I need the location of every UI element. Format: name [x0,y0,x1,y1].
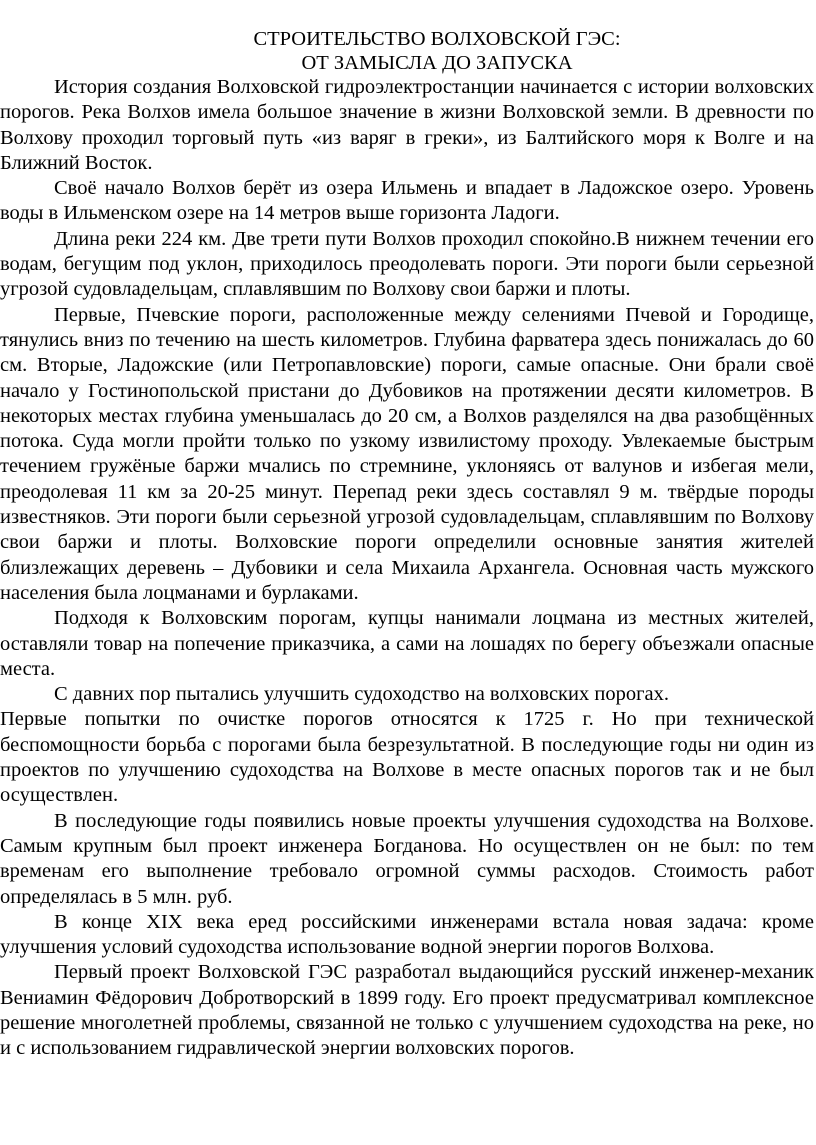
paragraph-merchants-pilots: Подходя к Волховским порогам, купцы нанимали лоцмана из местных жителей, оставляли товар на попечение приказчика, а сами на лошадях по берегу объезжали опасные места. [0,607,814,680]
paragraph-river-length: Длина реки 224 км. Две трети пути Волхов проходил спокойно.В нижнем течении его водам, бегущим под уклон, приходилось преодолевать пороги. Эти пороги были серьезной угрозой судовладельцам, сплавлявшим по Волхову свои баржи и плоты. [0,227,814,301]
paragraph-navigation-attempts: С давних пор пытались улучшить судоходство на волховских порогах. [54,683,669,706]
paragraph-rapids-description: Первые, Пчевские пороги, расположенные между селениями Пчевой и Городище, тянулись вниз по течению на шесть километров. Глубина фарватера здесь понижалась до 60 см. Вторые, Ладожские (или Петропавловские) пороги, самые опасные. Они брали своё начало у Гостинопольской пристани до Дубовиков на протяжении десяти километров. В некоторых местах глубина уменьшалась до 20 см, а Волхов разделялся на два разобщённых потока. Суда могли пройти только по узкому извилистому проходу. Увлекаемые быстрым течением гружёные баржи мчались по стремнине, уклоняясь от валунов и избегая мели, преодолевая 11 км за 20-25 минут. Перепад реки здесь составлял 9 м. твёрдые породы известняков. Эти пороги были серьезной угрозой судовладельцам, сплавлявшим по Волхову свои баржи и плоты. Волховские пороги определили основные занятия жителей близлежащих деревень – Дубовики и села Михаила Архангела. Основная часть мужского населения была лоцманами и бурлаками. [0,303,814,604]
paragraph-first-ges-project: Первый проект Волховской ГЭС разработал выдающийся русский инженер-механик Вениамин Фёдорович Добротворский в 1899 году. Его проект предусматривал комплексное решение многолетней проблемы, связанной не только с улучшением судоходства на реке, но и с использованием гидравлической энергии волховских порогов. [0,961,814,1060]
paragraph-first-attempts: Первые попытки по очистке порогов относятся к 1725 г. Но при технической беспомощности борьба с порогами была безрезультатной. В последующие годы ни один из проектов по улучшению судоходства на Волхове в месте опасных порогов так и не был осуществлен. [0,708,814,807]
document-page [0,27,814,1062]
paragraph-bogdanov-project: В последующие годы появились новые проекты улучшения судоходства на Волхове. Самым крупным был проект инженера Богданова. Но осуществлен он не был: по тем временам его выполнение требовало огромной суммы расходов. Стоимость работ определялась в 5 млн. руб. [0,809,814,908]
title-line-1: СТРОИТЕЛЬСТВО ВОЛХОВСКОЙ ГЭС: [253,28,621,50]
document-title [0,27,814,75]
paragraph-river-source: Своё начало Волхов берёт из озера Ильмень и впадает в Ладожское озеро. Уровень воды в Ильменском озере на 14 метров выше горизонта Ладоги. [0,177,814,225]
paragraph-history-intro: История создания Волховской гидроэлектростанции начинается с истории волховских порогов. Река Волхов имела большое значение в жизни Волховской земли. В древности по Волхову проходил торговый путь «из варяг в греки», из Балтийского моря к Волге и на Ближний Восток. [0,76,814,174]
paragraph-19th-century-task: В конце XIX века еред российскими инженерами встала новая задача: кроме улучшения условий судоходства использование водной энергии порогов Волхова. [0,910,814,959]
title-line-2: ОТ ЗАМЫСЛА ДО ЗАПУСКА [301,52,573,74]
